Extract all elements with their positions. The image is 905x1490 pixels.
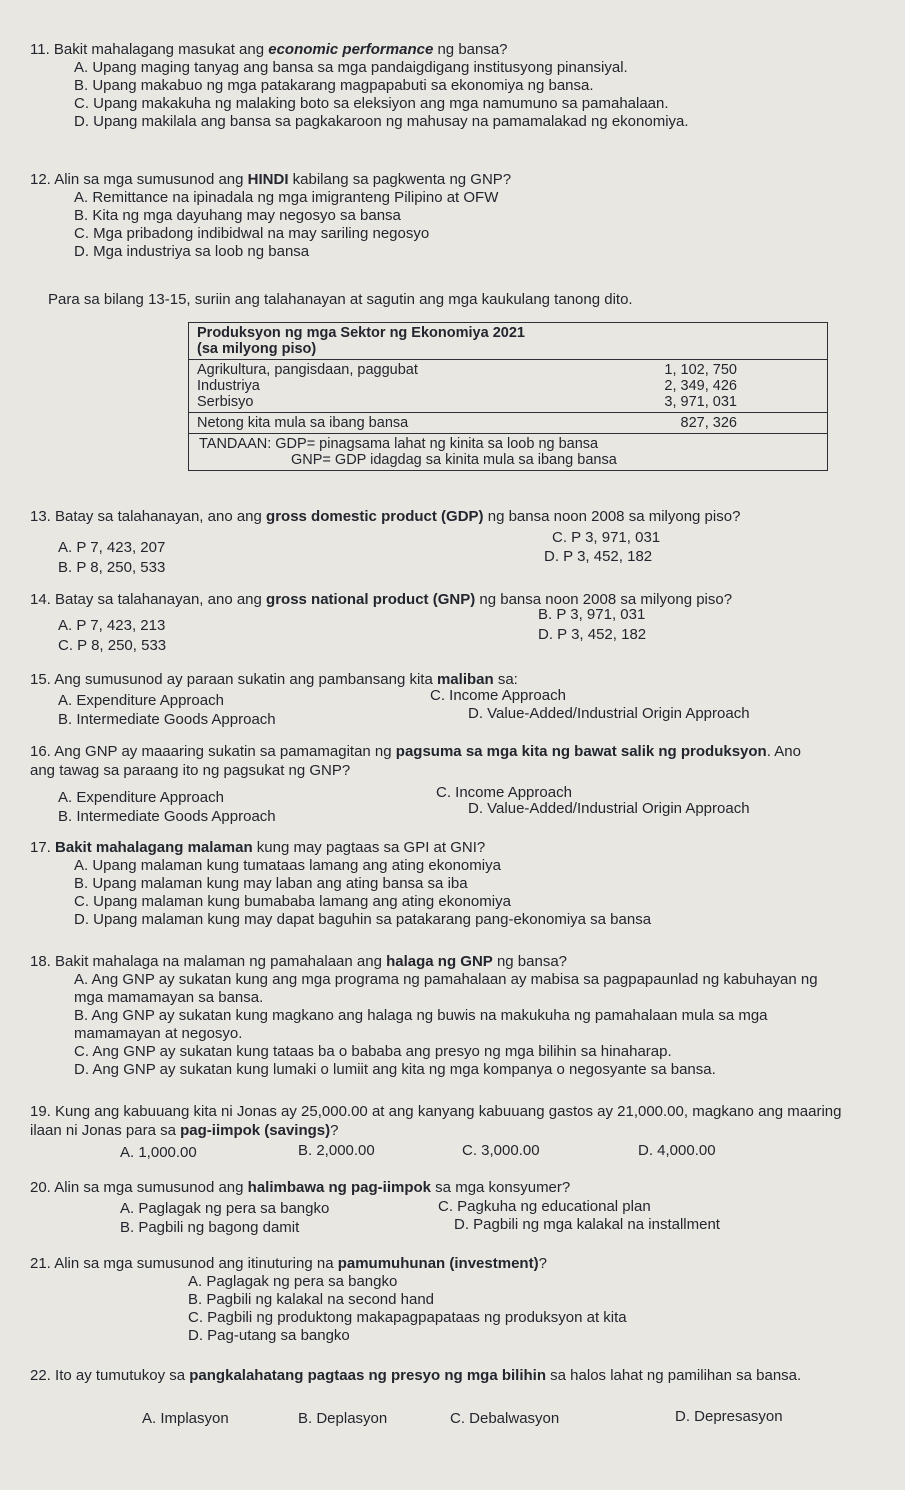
stem-text: ng bansa noon 2008 sa milyong piso? <box>483 508 741 525</box>
stem-text: Batay sa talahanayan, ano ang <box>55 508 267 525</box>
option-a[interactable]: A. Paglagak ng pera sa bangko <box>188 1273 398 1290</box>
question-19 <box>30 1102 890 1162</box>
option-a[interactable]: A. P 7, 423, 213 <box>58 617 166 634</box>
option-a[interactable]: A. 1,000.00 <box>120 1144 197 1161</box>
stem-emphasis: economic performance <box>268 41 434 58</box>
option-d[interactable]: D. Upang malaman kung may dapat baguhin sa patakarang pang-ekonomiya sa bansa <box>74 911 652 928</box>
question-number: 17. <box>30 839 51 856</box>
question-stem <box>30 507 890 526</box>
question-12 <box>30 170 890 261</box>
option-c[interactable]: C. Income Approach <box>436 784 572 801</box>
question-22 <box>30 1366 890 1436</box>
stem-text: Alin sa mga sumusunod ang <box>54 1179 248 1196</box>
stem-text: Bakit mahalagang masukat ang <box>53 41 269 58</box>
option-c[interactable]: C. Income Approach <box>430 687 566 704</box>
question-17 <box>30 838 890 929</box>
option-c[interactable]: C. P 3, 971, 031 <box>552 529 661 546</box>
question-number: 22. <box>30 1367 51 1384</box>
stem-emphasis: pangkalahatang pagtaas ng presyo ng mga bilihin <box>189 1367 546 1384</box>
question-stem <box>30 838 890 857</box>
option-c[interactable]: C. Upang makakuha ng malaking boto sa eleksiyon ang mga namumuno sa pamahalaan. <box>74 95 669 112</box>
question-11 <box>30 40 890 131</box>
stem-emphasis: gross national product (GNP) <box>266 591 476 608</box>
stem-emphasis: maliban <box>436 671 494 688</box>
stem-text: Kung ang kabuuang kita ni Jonas ay 25,000.00 at ang kanyang kabuuang gastos ay 21,000.00, magkano ang maaring ilaan ni Jonas para sa <box>30 1103 842 1139</box>
stem-emphasis: Bakit mahalagang malaman <box>55 839 253 856</box>
option-d[interactable]: D. Pagbili ng mga kalakal na installment <box>454 1216 720 1233</box>
option-a[interactable]: A. Expenditure Approach <box>58 692 224 709</box>
question-number: 19. <box>30 1103 51 1120</box>
option-a[interactable]: A. Paglagak ng pera sa bangko <box>120 1200 330 1217</box>
note-gnp: GNP= GDP idagdag sa kinita mula sa ibang bansa <box>291 452 617 468</box>
option-a[interactable]: A. Implasyon <box>142 1410 229 1427</box>
table-title-row <box>189 323 828 360</box>
question-stem <box>30 1366 880 1385</box>
stem-text: ng bansa? <box>492 953 568 970</box>
stem-text: kabilang sa pagkwenta ng GNP? <box>288 171 512 188</box>
production-table <box>188 322 828 471</box>
option-c[interactable]: C. Pagbili ng produktong makapagpapataas ng produksyon at kita <box>188 1309 627 1326</box>
table-intro <box>48 290 905 309</box>
table-note-row <box>189 434 828 471</box>
sector-names-cell <box>189 360 560 413</box>
option-d[interactable]: D. Value-Added/Industrial Origin Approach <box>468 800 750 817</box>
question-number: 20. <box>30 1179 51 1196</box>
option-c[interactable]: C. Upang malaman kung bumababa lamang ang ating ekonomiya <box>74 893 511 910</box>
table-title-cell <box>189 323 828 360</box>
question-number: 15. <box>30 671 51 688</box>
stem-text: ? <box>538 1255 547 1272</box>
stem-text: Batay sa talahanayan, ano ang <box>55 591 267 608</box>
option-b[interactable]: B. Upang malaman kung may laban ang ating bansa sa iba <box>74 875 468 892</box>
option-d[interactable]: D. Pag-utang sa bangko <box>188 1327 350 1344</box>
option-b[interactable]: B. Intermediate Goods Approach <box>58 711 276 728</box>
option-a[interactable]: A. Upang maging tanyag ang bansa sa mga pandaigdigang institusyong pinansiyal. <box>74 59 628 76</box>
option-b-right[interactable]: B. P 3, 971, 031 <box>538 606 646 623</box>
question-stem <box>30 40 890 59</box>
option-d[interactable]: D. 4,000.00 <box>638 1142 716 1159</box>
option-c-left[interactable]: C. P 8, 250, 533 <box>58 637 167 654</box>
sector-values-cell <box>560 360 828 413</box>
stem-emphasis: pamumuhunan (investment) <box>337 1255 539 1272</box>
stem-text: ng bansa? <box>433 41 508 58</box>
question-stem <box>30 742 810 780</box>
option-c[interactable]: C. Debalwasyon <box>450 1410 560 1427</box>
question-16 <box>30 742 890 827</box>
stem-emphasis: halimbawa ng pag-iimpok <box>247 1179 432 1196</box>
question-13 <box>30 507 890 577</box>
question-stem <box>30 1254 890 1273</box>
question-number: 11. <box>30 41 50 58</box>
stem-text: kung may pagtaas sa GPI at GNI? <box>252 839 486 856</box>
table-note-cell <box>189 434 828 471</box>
stem-text: sa: <box>493 671 518 688</box>
question-15 <box>30 670 890 730</box>
option-d[interactable]: D. Ang GNP ay sukatan kung lumaki o lumiit ang kita ng mga kompanya o negosyante sa bansa. <box>74 1061 716 1078</box>
stem-text: Alin sa mga sumusunod ang itinuturing na <box>54 1255 338 1272</box>
question-number: 14. <box>30 591 51 608</box>
option-b[interactable]: B. Pagbili ng kalakal na second hand <box>188 1291 435 1308</box>
intro-text: Para sa bilang 13-15, suriin ang talahanayan at sagutin ang mga kaukulang tanong dito. <box>48 291 633 308</box>
stem-text: Bakit mahalaga na malaman ng pamahalaan ang <box>55 953 387 970</box>
option-b[interactable]: B. Deplasyon <box>298 1410 388 1427</box>
stem-text: Alin sa mga sumusunod ang <box>54 171 248 188</box>
option-a[interactable]: A. Upang malaman kung tumataas lamang ang ating ekonomiya <box>74 857 501 874</box>
stem-text: Ito ay tumutukoy sa <box>55 1367 190 1384</box>
question-stem <box>30 1178 890 1197</box>
sector-value: 2, 349, 426 <box>664 378 737 394</box>
table-title: Produksyon ng mga Sektor ng Ekonomiya 2021 <box>197 325 525 341</box>
option-d[interactable]: D. Upang makilala ang bansa sa pagkakaroon ng mahusay na pamamalakad ng ekonomiya. <box>74 113 689 130</box>
sector-name: Serbisyo <box>197 394 254 410</box>
table-subtitle: (sa milyong piso) <box>197 341 317 357</box>
option-c[interactable]: C. 3,000.00 <box>462 1142 540 1159</box>
question-stem <box>30 952 890 971</box>
option-d[interactable]: D. Value-Added/Industrial Origin Approach <box>468 705 750 722</box>
option-c[interactable]: C. Mga pribadong indibidwal na may sariling negosyo <box>74 225 430 242</box>
option-b[interactable]: B. P 8, 250, 533 <box>58 559 166 576</box>
question-number: 12. <box>30 171 51 188</box>
stem-emphasis: halaga ng GNP <box>386 953 493 970</box>
question-18 <box>30 952 890 1079</box>
question-number: 16. <box>30 743 51 760</box>
option-d[interactable]: D. P 3, 452, 182 <box>544 548 653 565</box>
sector-value: 1, 102, 750 <box>664 362 737 378</box>
option-b[interactable]: B. Ang GNP ay sukatan kung magkano ang halaga ng buwis na makukuha ng pamahalaan mula sa mga mamamayan at negosyo. <box>74 1007 768 1042</box>
option-d[interactable]: D. Depresasyon <box>675 1408 783 1425</box>
option-b[interactable]: B. Kita ng mga dayuhang may negosyo sa bansa <box>74 207 401 224</box>
stem-text: ? <box>330 1122 339 1139</box>
option-b[interactable]: B. 2,000.00 <box>298 1142 375 1159</box>
table-net-row <box>189 413 828 434</box>
note-gdp: TANDAAN: GDP= pinagsama lahat ng kinita sa loob ng bansa <box>199 436 599 452</box>
stem-text: sa halos lahat ng pamilihan sa bansa. <box>546 1367 802 1384</box>
stem-text: Ang sumusunod ay paraan sukatin ang pambansang kita <box>54 671 437 688</box>
question-number: 13. <box>30 508 51 525</box>
stem-emphasis: pag-iimpok (savings) <box>180 1122 331 1139</box>
question-20 <box>30 1178 890 1238</box>
option-d[interactable]: D. P 3, 452, 182 <box>538 626 647 643</box>
net-income-label: Netong kita mula sa ibang bansa <box>189 413 560 434</box>
stem-text: sa mga konsyumer? <box>431 1179 571 1196</box>
question-number: 18. <box>30 953 51 970</box>
option-a[interactable]: A. P 7, 423, 207 <box>58 539 166 556</box>
sector-value: 3, 971, 031 <box>664 394 737 410</box>
question-stem <box>30 590 890 609</box>
sector-name: Industriya <box>197 378 260 394</box>
option-b[interactable]: B. Intermediate Goods Approach <box>58 808 276 825</box>
option-c[interactable]: C. Ang GNP ay sukatan kung tataas ba o bababa ang presyo ng mga bilihin sa hinaharap. <box>74 1043 672 1060</box>
stem-emphasis: gross domestic product (GDP) <box>266 508 484 525</box>
option-b[interactable]: B. Upang makabuo ng mga patakarang magpapabuti sa ekonomiya ng bansa. <box>74 77 594 94</box>
question-stem <box>30 1102 860 1140</box>
stem-emphasis: pagsuma sa mga kita ng bawat salik ng produksyon <box>395 743 767 760</box>
option-c[interactable]: C. Pagkuha ng educational plan <box>438 1198 651 1215</box>
option-d[interactable]: D. Mga industriya sa loob ng bansa <box>74 243 310 260</box>
stem-emphasis: HINDI <box>247 171 289 188</box>
question-number: 21. <box>30 1255 51 1272</box>
net-income-value: 827, 326 <box>560 413 828 434</box>
table-sectors-row <box>189 360 828 413</box>
question-stem <box>30 170 890 189</box>
option-a[interactable]: A. Expenditure Approach <box>58 789 224 806</box>
stem-text: Ang GNP ay maaaring sukatin sa pamamagitan ng <box>54 743 396 760</box>
sector-name: Agrikultura, pangisdaan, paggubat <box>197 362 418 378</box>
stem-text: . Ano ang tawag sa paraang ito ng pagsukat ng GNP? <box>30 743 801 779</box>
option-a[interactable]: A. Ang GNP ay sukatan kung ang mga programa ng pamahalaan ay mabisa sa pagpapaunlad ng kabuhayan ng mga mamamayan sa bansa. <box>74 971 818 1006</box>
question-14 <box>30 590 890 660</box>
stem-text: ng bansa noon 2008 sa milyong piso? <box>475 591 733 608</box>
option-b[interactable]: B. Pagbili ng bagong damit <box>120 1219 300 1236</box>
question-21 <box>30 1254 890 1345</box>
option-a[interactable]: A. Remittance na ipinadala ng mga imigranteng Pilipino at OFW <box>74 189 499 206</box>
